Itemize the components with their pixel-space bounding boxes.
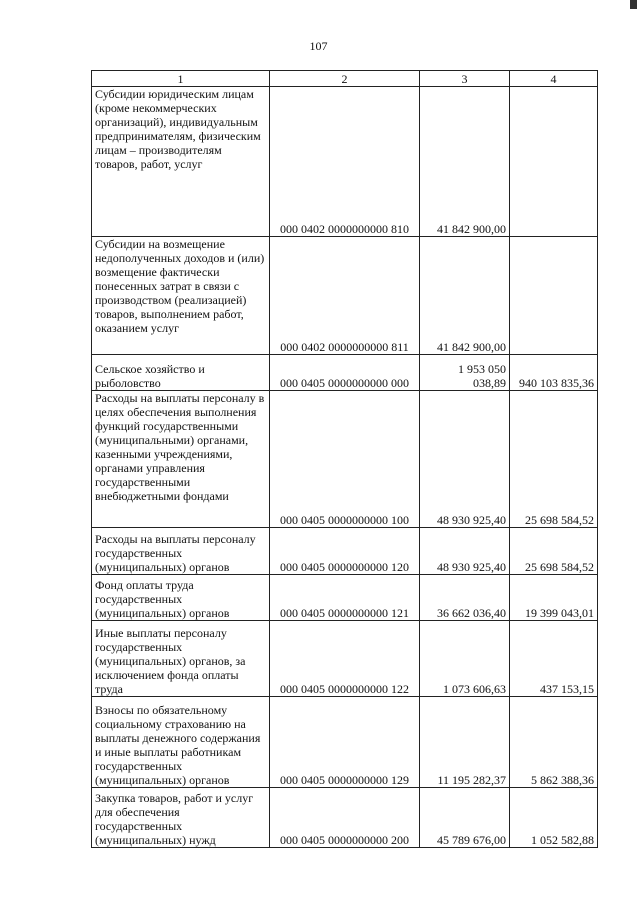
row-amount-1: 41 842 900,00 <box>420 87 510 237</box>
row-code: 000 0405 0000000000 200 <box>270 788 420 848</box>
row-name: Закупка товаров, работ и услуг для обеспечения государственных (муниципальных) нужд <box>92 788 270 848</box>
row-amount-1: 48 930 925,40 <box>420 528 510 575</box>
column-header-2: 2 <box>270 71 420 87</box>
row-amount-2: 25 698 584,52 <box>510 528 598 575</box>
column-header-4: 4 <box>510 71 598 87</box>
table-row <box>92 237 598 355</box>
row-name: Субсидии юридическим лицам (кроме некоммерческих организаций), индивидуальным предпринимателям, физическим лицам – производителям товаров, работ, услуг <box>92 87 270 237</box>
row-code: 000 0405 0000000000 100 <box>270 391 420 528</box>
row-amount-2: 437 153,15 <box>510 621 598 697</box>
table-row <box>92 391 598 528</box>
budget-table <box>91 70 598 848</box>
row-amount-1: 11 195 282,37 <box>420 697 510 788</box>
table-row <box>92 621 598 697</box>
row-amount-2: 940 103 835,36 <box>510 355 598 391</box>
row-code: 000 0405 0000000000 122 <box>270 621 420 697</box>
table-row <box>92 788 598 848</box>
row-amount-2: 25 698 584,52 <box>510 391 598 528</box>
row-amount-1: 41 842 900,00 <box>420 237 510 355</box>
column-header-1: 1 <box>92 71 270 87</box>
table-row <box>92 355 598 391</box>
column-header-3: 3 <box>420 71 510 87</box>
table-header-row <box>92 71 598 87</box>
row-amount-1: 1 953 050 038,89 <box>420 355 510 391</box>
row-code: 000 0402 0000000000 810 <box>270 87 420 237</box>
row-code: 000 0405 0000000000 121 <box>270 575 420 621</box>
row-amount-2: 5 862 388,36 <box>510 697 598 788</box>
row-amount-1: 1 073 606,63 <box>420 621 510 697</box>
row-amount-1: 36 662 036,40 <box>420 575 510 621</box>
row-amount-2 <box>510 237 598 355</box>
row-code: 000 0405 0000000000 000 <box>270 355 420 391</box>
row-amount-1: 45 789 676,00 <box>420 788 510 848</box>
row-amount-2: 19 399 043,01 <box>510 575 598 621</box>
table-row <box>92 528 598 575</box>
row-code: 000 0405 0000000000 120 <box>270 528 420 575</box>
row-code: 000 0405 0000000000 129 <box>270 697 420 788</box>
table-row <box>92 697 598 788</box>
scan-corner-mark <box>630 0 637 9</box>
row-name: Расходы на выплаты персоналу в целях обеспечения выполнения функций государственными (муниципальными) органами, казенными учреждениями, органами управления государственными внебюджетными фондами <box>92 391 270 528</box>
row-name: Сельское хозяйство и рыболовство <box>92 355 270 391</box>
row-code: 000 0402 0000000000 811 <box>270 237 420 355</box>
row-name: Иные выплаты персоналу государственных (муниципальных) органов, за исключением фонда оплаты труда <box>92 621 270 697</box>
row-name: Субсидии на возмещение недополученных доходов и (или) возмещение фактически понесенных затрат в связи с производством (реализацией) товаров, выполнением работ, оказанием услуг <box>92 237 270 355</box>
row-amount-1: 48 930 925,40 <box>420 391 510 528</box>
row-name: Взносы по обязательному социальному страхованию на выплаты денежного содержания и иные выплаты работникам государственных (муниципальных) органов <box>92 697 270 788</box>
page-number: 107 <box>309 39 328 53</box>
table-row <box>92 87 598 237</box>
row-amount-2: 1 052 582,88 <box>510 788 598 848</box>
row-amount-2 <box>510 87 598 237</box>
row-name: Расходы на выплаты персоналу государственных (муниципальных) органов <box>92 528 270 575</box>
row-name: Фонд оплаты труда государственных (муниципальных) органов <box>92 575 270 621</box>
table-row <box>92 575 598 621</box>
